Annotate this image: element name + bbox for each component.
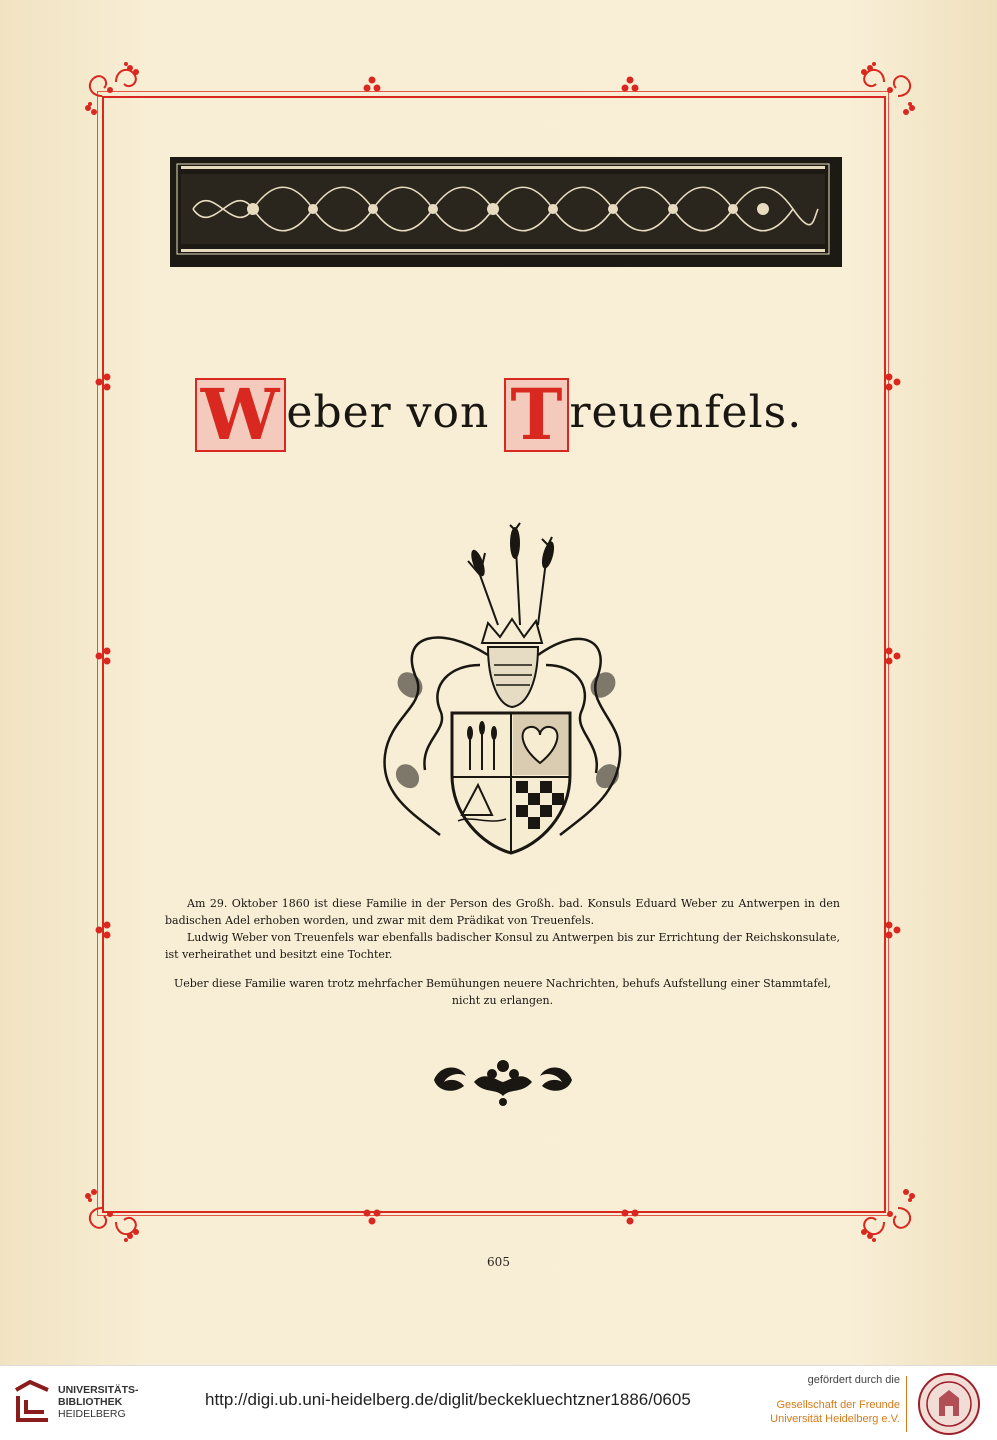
page-number: 605 [487, 1255, 510, 1269]
page-title [0, 373, 997, 456]
trefoil-ornament [362, 1206, 382, 1226]
closing-vignette-ornament [430, 1052, 576, 1108]
corner-ornament-top-right [850, 60, 920, 120]
university-library-logo-icon [12, 1380, 52, 1424]
decorative-header-banner [170, 157, 842, 267]
trefoil-ornament [882, 920, 902, 940]
trefoil-ornament [882, 646, 902, 666]
corner-ornament-bottom-left [80, 1184, 150, 1244]
paragraph-1: Am 29. Oktober 1860 ist diese Familie in der Person des Großh. bad. Konsuls Eduard Weber zu Antwerpen in den badischen Adel erhoben worden, und zwar mit dem Prädikat von Treuenfels. [165, 897, 840, 927]
trefoil-ornament [620, 75, 640, 95]
library-name-line-1: UNIVERSITÄTS- [58, 1384, 139, 1396]
sponsor-label: gefördert durch die [807, 1374, 900, 1386]
sponsor-org-line-1: Gesellschaft der Freunde [776, 1399, 900, 1411]
permalink-url[interactable]: http://digi.ub.uni-heidelberg.de/diglit/beckekluechtzner1886/0605 [205, 1390, 691, 1409]
digitization-footer [0, 1365, 997, 1440]
initial-capital-t: T [504, 378, 569, 452]
sponsor-block [760, 1374, 900, 1426]
library-name-line-2: BIBLIOTHEK [58, 1396, 123, 1408]
coat-of-arms-illustration [370, 515, 630, 855]
title-part-2: reuenfels. [569, 387, 803, 438]
trefoil-ornament [94, 646, 114, 666]
corner-ornament-top-left [80, 60, 150, 120]
paragraph-2: Ludwig Weber von Treuenfels war ebenfalls badischer Konsul zu Antwerpen bis zur Errichtung der Reichskonsulate, ist verheirathet und besitzt eine Tochter. [165, 931, 840, 961]
initial-capital-w: W [195, 378, 287, 452]
paragraph-3: Ueber diese Familie waren trotz mehrfacher Bemühungen neuere Nachrichten, behufs Aufstellung einer Stammtafel, nicht zu erlangen. [173, 977, 832, 1007]
library-name [58, 1384, 139, 1420]
university-seal-icon [917, 1372, 981, 1436]
library-name-line-3: HEIDELBERG [58, 1408, 126, 1420]
body-text [165, 895, 840, 1009]
footer-divider [906, 1376, 907, 1432]
trefoil-ornament [362, 75, 382, 95]
corner-ornament-bottom-right [850, 1184, 920, 1244]
trefoil-ornament [620, 1206, 640, 1226]
title-part-1: eber von [286, 387, 490, 438]
trefoil-ornament [94, 920, 114, 940]
sponsor-org-line-2: Universität Heidelberg e.V. [770, 1413, 900, 1425]
